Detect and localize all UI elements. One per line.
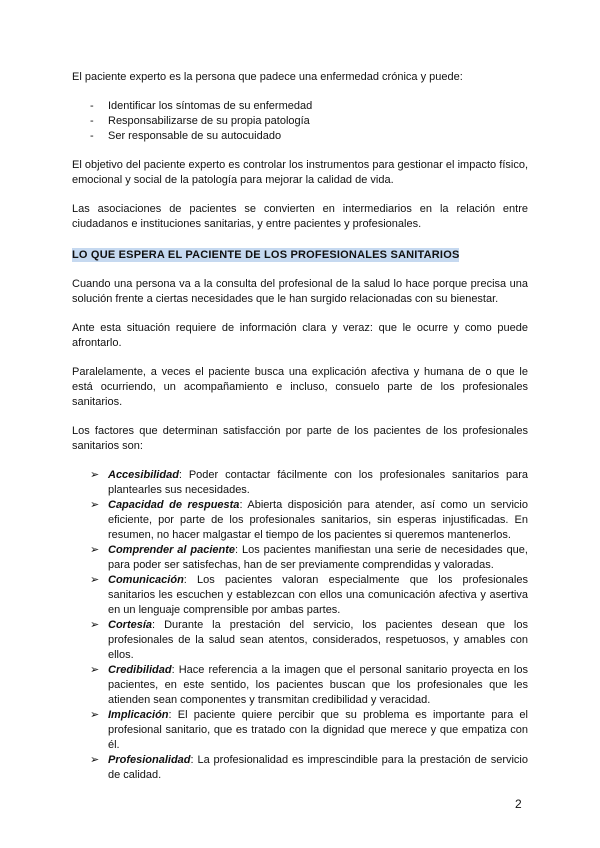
factor-item: [72, 663, 528, 708]
factor-item: [72, 543, 528, 573]
arrow-bullet-icon: ➢: [90, 709, 100, 721]
factors-list: [72, 468, 528, 783]
list-item: - Responsabilizarse de su propia patología: [72, 114, 528, 129]
factor-text: : Poder contactar fácilmente con los profesionales sanitarios para plantearles sus necesidades.: [108, 469, 528, 496]
factor-text: : Los pacientes manifiestan una serie de necesidades que, para poder ser satisfechas, han de ser previamente comprendidas y valoradas.: [108, 544, 528, 571]
factor-text: : Durante la prestación del servicio, los pacientes desean que los profesionales de la salud sean atentos, considerados, respetuosos, y amables con ellos.: [108, 619, 528, 661]
arrow-bullet-icon: ➢: [90, 574, 100, 586]
factor-term: Credibilidad: [108, 664, 172, 676]
factor-item: [72, 498, 528, 543]
associations-paragraph: Las asociaciones de pacientes se convierten en intermediarios en la relación entre ciudadanos e instituciones sanitarias, y entre pacientes y profesionales.: [72, 203, 528, 230]
factor-term: Comunicación: [108, 574, 184, 586]
body-paragraph: Ante esta situación requiere de información clara y veraz: que le ocurre y como puede afrontarlo.: [72, 322, 528, 349]
body-paragraph: Paralelamente, a veces el paciente busca una explicación afectiva y humana de o que le está ocurriendo, un acompañamiento e incluso, consuelo parte de los profesionales sanitarios.: [72, 366, 528, 408]
arrow-bullet-icon: ➢: [90, 469, 100, 481]
arrow-bullet-icon: ➢: [90, 754, 100, 766]
factor-item: [72, 618, 528, 663]
factor-term: Comprender al paciente: [108, 544, 236, 556]
factor-item: [72, 708, 528, 753]
factor-term: Profesionalidad: [108, 754, 191, 766]
factor-term: Accesibilidad: [108, 469, 179, 481]
factor-text: : Hace referencia a la imagen que el personal sanitario proyecta en los pacientes, en este sentido, los pacientes buscan que los profesionales que les atienden sean componentes y transmitan credibilidad y veracidad.: [108, 664, 528, 706]
arrow-bullet-icon: ➢: [90, 664, 100, 676]
objective-paragraph: El objetivo del paciente experto es controlar los instrumentos para gestionar el impacto físico, emocional y social de la patología para mejorar la calidad de vida.: [72, 159, 528, 186]
page-number: 2: [515, 797, 522, 811]
factor-item: [72, 468, 528, 498]
factor-term: Implicación: [108, 709, 169, 721]
document-page: [72, 70, 528, 783]
list-item: - Identificar los síntomas de su enfermedad: [72, 99, 528, 114]
section-heading-text: LO QUE ESPERA EL PACIENTE DE LOS PROFESIONALES SANITARIOS: [72, 249, 460, 261]
list-item: - Ser responsable de su autocuidado: [72, 129, 528, 144]
intro-paragraph: El paciente experto es la persona que padece una enfermedad crónica y puede:: [72, 71, 463, 83]
factor-item: [72, 573, 528, 618]
body-paragraph: Los factores que determinan satisfacción por parte de los pacientes de los profesionales sanitarios son:: [72, 425, 528, 452]
arrow-bullet-icon: ➢: [90, 619, 100, 631]
factor-text: : Los pacientes valoran especialmente que los profesionales sanitarios les escuchen y establezcan con ellos una comunicación afectiva y asertiva en un lenguaje comprensible por ambas partes.: [108, 574, 528, 616]
factor-text: : El paciente quiere percibir que su problema es importante para el profesional sanitario, que es tratado con la dignidad que merece y que empatiza con él.: [108, 709, 528, 751]
factor-text: : La profesionalidad es imprescindible para la prestación de servicio de calidad.: [108, 754, 528, 781]
factor-item: [72, 753, 528, 783]
body-paragraph: Cuando una persona va a la consulta del profesional de la salud lo hace porque precisa una solución frente a ciertas necesidades que le han surgido relacionadas con su bienestar.: [72, 278, 528, 305]
factor-term: Capacidad de respuesta: [108, 499, 240, 511]
section-heading: [72, 248, 528, 263]
arrow-bullet-icon: ➢: [90, 544, 100, 556]
factor-text: : Abierta disposición para atender, así como un servicio eficiente, por parte de los profesionales sanitarios, sin esperas injustificadas. En resumen, no hacer malgastar el tiempo de los pacientes si queremos mantenerlos.: [108, 499, 528, 541]
abilities-list: [72, 99, 528, 144]
factor-term: Cortesía: [108, 619, 153, 631]
arrow-bullet-icon: ➢: [90, 499, 100, 511]
